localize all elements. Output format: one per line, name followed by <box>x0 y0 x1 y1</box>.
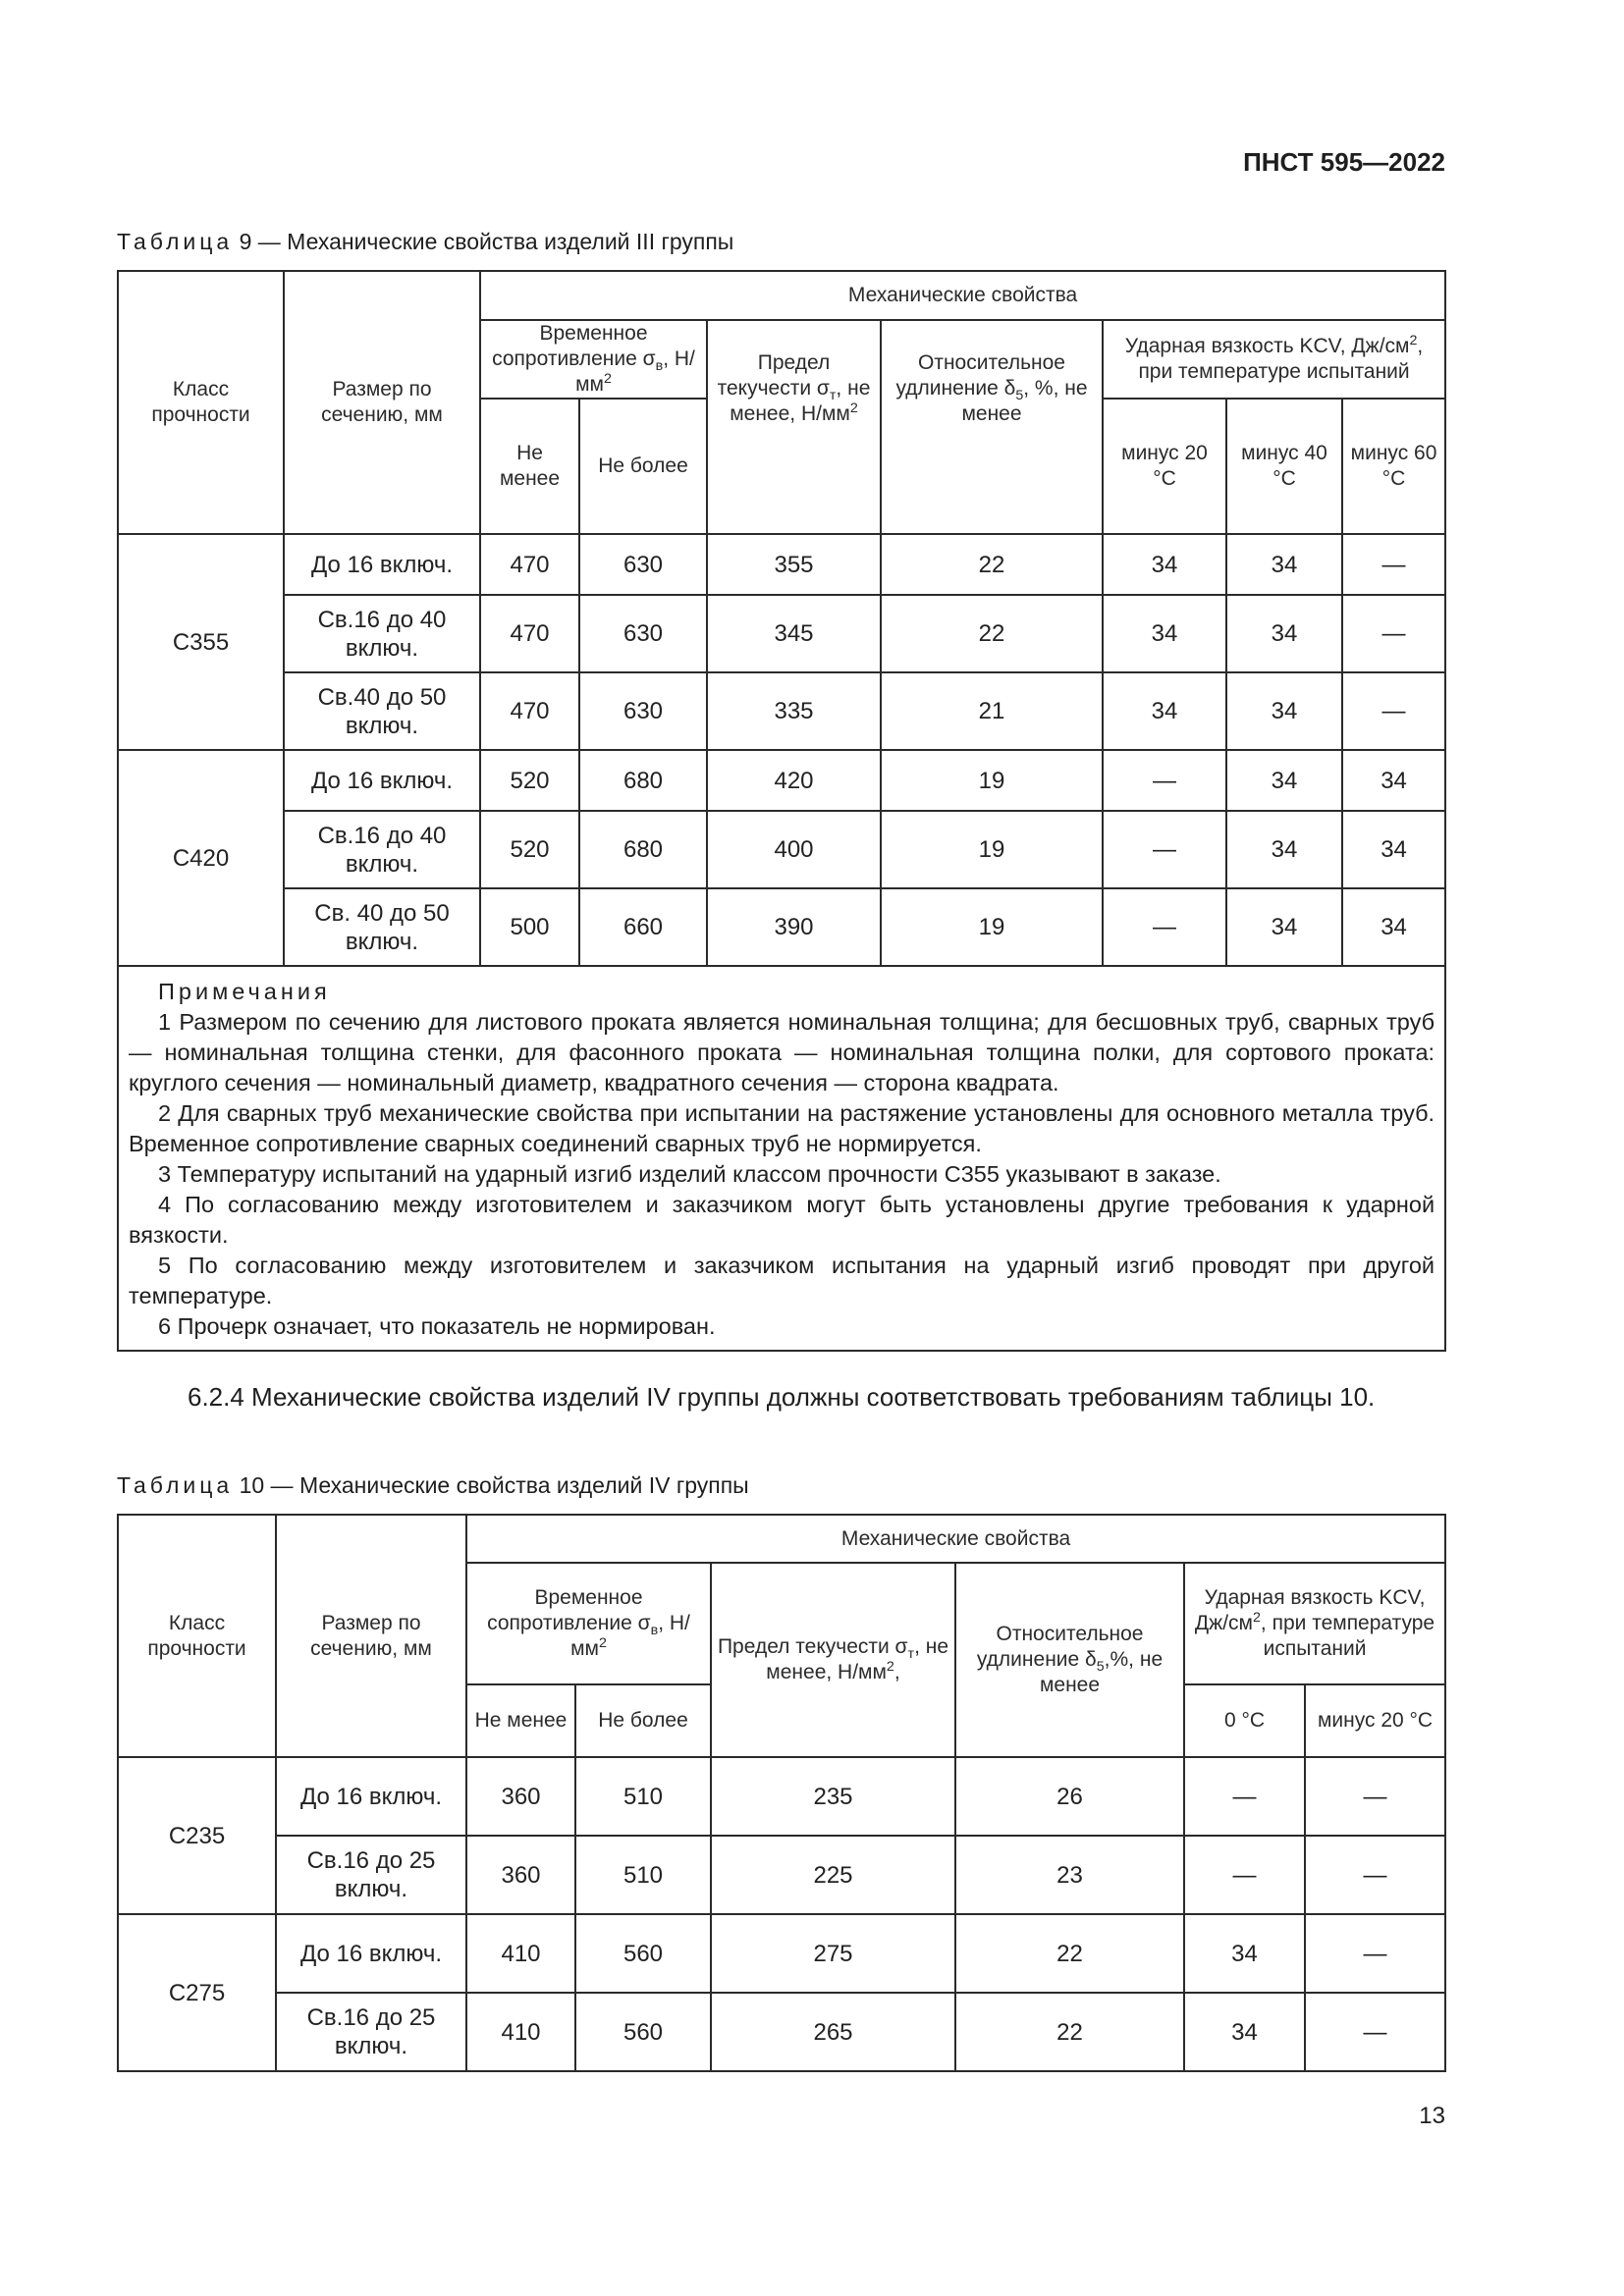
note-6: 6 Прочерк означает, что показатель не нормирован. <box>158 1313 716 1339</box>
value-cell: 355 <box>707 534 881 595</box>
value-cell: 34 <box>1103 595 1226 672</box>
value-cell: 34 <box>1226 672 1342 750</box>
table10-header-mech: Механические свойства <box>466 1515 1445 1563</box>
table10-header-temp-0: 0 °C <box>1184 1684 1305 1757</box>
size-cell: Св.16 до 40 включ. <box>284 595 480 672</box>
value-cell: 390 <box>707 888 881 966</box>
table-row <box>118 1757 1445 1836</box>
value-cell: 34 <box>1226 888 1342 966</box>
value-cell: 19 <box>881 888 1103 966</box>
table9-header-tensile: Временное сопротивление $\sigma_в$, $Н/мм^2$ <box>480 320 707 399</box>
value-cell: 345 <box>707 595 881 672</box>
table-row <box>118 534 1445 595</box>
value-cell: 410 <box>466 1993 575 2071</box>
value-cell: 22 <box>955 1993 1184 2071</box>
table9 <box>117 270 1446 1352</box>
value-cell: — <box>1305 1757 1445 1836</box>
table-row <box>118 595 1445 672</box>
strength-class-cell: С235 <box>118 1757 276 1914</box>
value-cell: 34 <box>1184 1914 1305 1993</box>
note-2: 2 Для сварных труб механические свойства при испытании на растяжение установлены для основного металла труб. Временное сопротивление сварных соединений сварных труб не нормируется. <box>129 1100 1435 1156</box>
table10-header-tensile: Временное сопротивление $\sigma_в$, $Н/мм^2$ <box>466 1563 711 1684</box>
table9-header-size: Размер по сечению, мм <box>284 271 480 534</box>
strength-class-cell: С275 <box>118 1914 276 2071</box>
value-cell: 680 <box>579 750 707 811</box>
table9-header-yield: Предел текучести $\sigma_т$, не менее, $Н/мм^2$ <box>707 320 881 534</box>
page-number: 13 <box>1419 2103 1445 2129</box>
table-row <box>118 811 1445 888</box>
value-cell: 520 <box>480 750 579 811</box>
value-cell: — <box>1103 750 1226 811</box>
value-cell: 225 <box>711 1836 955 1914</box>
value-cell: — <box>1103 811 1226 888</box>
value-cell: 34 <box>1103 672 1226 750</box>
notes-title: Примечания <box>158 979 331 1004</box>
value-cell: 400 <box>707 811 881 888</box>
value-cell: 360 <box>466 1836 575 1914</box>
note-1: 1 Размером по сечению для листового проката является номинальная толщина; для бесшовных труб, сварных труб — номинальная толщина стенки, для фасонного проката — номинальная толщина полки, для сортового проката: круглого сечения — номинальный диаметр, квадратного сечения — сторона квадрата. <box>129 1009 1435 1095</box>
value-cell: 470 <box>480 595 579 672</box>
table10-header-min: Не менее <box>466 1684 575 1757</box>
table9-header-temp-60: минус 60 °C <box>1342 399 1445 534</box>
value-cell: 235 <box>711 1757 955 1836</box>
table9-notes <box>118 966 1445 1351</box>
value-cell: 22 <box>881 534 1103 595</box>
paragraph-6-2-4: 6.2.4 Механические свойства изделий IV группы должны соответствовать требованиям таблицы 10. <box>188 1382 1376 1412</box>
table9-header-mech: Механические свойства <box>480 271 1445 320</box>
size-cell: До 16 включ. <box>276 1757 466 1836</box>
table10-caption-word: Таблица <box>117 1472 234 1498</box>
table9-caption-word: Таблица <box>117 229 234 254</box>
value-cell: 510 <box>575 1757 711 1836</box>
value-cell: 500 <box>480 888 579 966</box>
value-cell: 265 <box>711 1993 955 2071</box>
size-cell: До 16 включ. <box>284 750 480 811</box>
size-cell: Св. 40 до 50 включ. <box>284 888 480 966</box>
value-cell: — <box>1305 1993 1445 2071</box>
value-cell: 34 <box>1226 534 1342 595</box>
table10-header-class: Класс прочности <box>118 1515 276 1757</box>
table-row <box>118 1836 1445 1914</box>
table9-header-temp-20: минус 20 °C <box>1103 399 1226 534</box>
note-5: 5 По согласованию между изготовителем и заказчиком испытания на ударный изгиб проводят при другой температуре. <box>129 1253 1435 1308</box>
table10-caption <box>117 1472 749 1499</box>
value-cell: 360 <box>466 1757 575 1836</box>
value-cell: 520 <box>480 811 579 888</box>
size-cell: До 16 включ. <box>284 534 480 595</box>
table10-header-elongation: Относительное удлинение $\delta_5,\%$, не менее <box>955 1563 1184 1757</box>
value-cell: 34 <box>1342 750 1445 811</box>
table9-header-class: Класс прочности <box>118 271 284 534</box>
value-cell: 275 <box>711 1914 955 1993</box>
value-cell: — <box>1184 1757 1305 1836</box>
value-cell: 560 <box>575 1914 711 1993</box>
value-cell: 410 <box>466 1914 575 1993</box>
table-row <box>118 750 1445 811</box>
table9-header-elongation: Относительное удлинение $\delta_5$, %, не менее <box>881 320 1103 534</box>
size-cell: Св.16 до 25 включ. <box>276 1836 466 1914</box>
table10-header-yield: Предел текучести $\sigma_т$, не менее, $Н/мм^2$, <box>711 1563 955 1757</box>
value-cell: 21 <box>881 672 1103 750</box>
value-cell: 22 <box>881 595 1103 672</box>
value-cell: 660 <box>579 888 707 966</box>
table-row <box>118 672 1445 750</box>
note-3: 3 Температуру испытаний на ударный изгиб изделий классом прочности С355 указывают в заказе. <box>158 1161 1221 1187</box>
value-cell: 34 <box>1342 888 1445 966</box>
table-row <box>118 888 1445 966</box>
value-cell: — <box>1342 672 1445 750</box>
size-cell: До 16 включ. <box>276 1914 466 1993</box>
value-cell: 470 <box>480 672 579 750</box>
table10-header-size: Размер по сечению, мм <box>276 1515 466 1757</box>
value-cell: 560 <box>575 1993 711 2071</box>
table10-header-impact: Ударная вязкость KCV, $Дж/см^2$, при температуре испытаний <box>1184 1563 1445 1684</box>
table9-caption-text: 9 — Механические свойства изделий III группы <box>239 229 734 254</box>
table10-header-max: Не более <box>575 1684 711 1757</box>
value-cell: 335 <box>707 672 881 750</box>
value-cell: 680 <box>579 811 707 888</box>
note-4: 4 По согласованию между изготовителем и заказчиком могут быть установлены другие требования к ударной вязкости. <box>129 1192 1435 1248</box>
value-cell: 34 <box>1226 750 1342 811</box>
document-code: ПНСТ 595—2022 <box>1243 147 1445 177</box>
size-cell: Св.16 до 40 включ. <box>284 811 480 888</box>
table10-caption-text: 10 — Механические свойства изделий IV группы <box>239 1472 749 1498</box>
value-cell: — <box>1305 1836 1445 1914</box>
value-cell: 26 <box>955 1757 1184 1836</box>
value-cell: 22 <box>955 1914 1184 1993</box>
value-cell: 34 <box>1226 595 1342 672</box>
value-cell: 420 <box>707 750 881 811</box>
strength-class-cell: С355 <box>118 534 284 750</box>
table-row <box>118 1993 1445 2071</box>
value-cell: 34 <box>1342 811 1445 888</box>
table9-header-max: Не более <box>579 399 707 534</box>
table9-caption <box>117 229 733 255</box>
table-row <box>118 1914 1445 1993</box>
value-cell: 34 <box>1226 811 1342 888</box>
strength-class-cell: С420 <box>118 750 284 966</box>
table9-header-min: Не менее <box>480 399 579 534</box>
value-cell: 630 <box>579 534 707 595</box>
value-cell: 630 <box>579 595 707 672</box>
table9-header-temp-40: минус 40 °C <box>1226 399 1342 534</box>
table10-header-temp-20: минус 20 °C <box>1305 1684 1445 1757</box>
value-cell: 34 <box>1184 1993 1305 2071</box>
table10 <box>117 1514 1446 2072</box>
value-cell: 19 <box>881 750 1103 811</box>
value-cell: — <box>1305 1914 1445 1993</box>
value-cell: — <box>1184 1836 1305 1914</box>
value-cell: 19 <box>881 811 1103 888</box>
table9-header-impact: Ударная вязкость KCV, $Дж/см^2$, при температуре испытаний <box>1103 320 1445 399</box>
value-cell: 630 <box>579 672 707 750</box>
value-cell: 34 <box>1103 534 1226 595</box>
value-cell: 470 <box>480 534 579 595</box>
value-cell: — <box>1103 888 1226 966</box>
value-cell: — <box>1342 595 1445 672</box>
size-cell: Св.16 до 25 включ. <box>276 1993 466 2071</box>
value-cell: — <box>1342 534 1445 595</box>
size-cell: Св.40 до 50 включ. <box>284 672 480 750</box>
value-cell: 23 <box>955 1836 1184 1914</box>
value-cell: 510 <box>575 1836 711 1914</box>
